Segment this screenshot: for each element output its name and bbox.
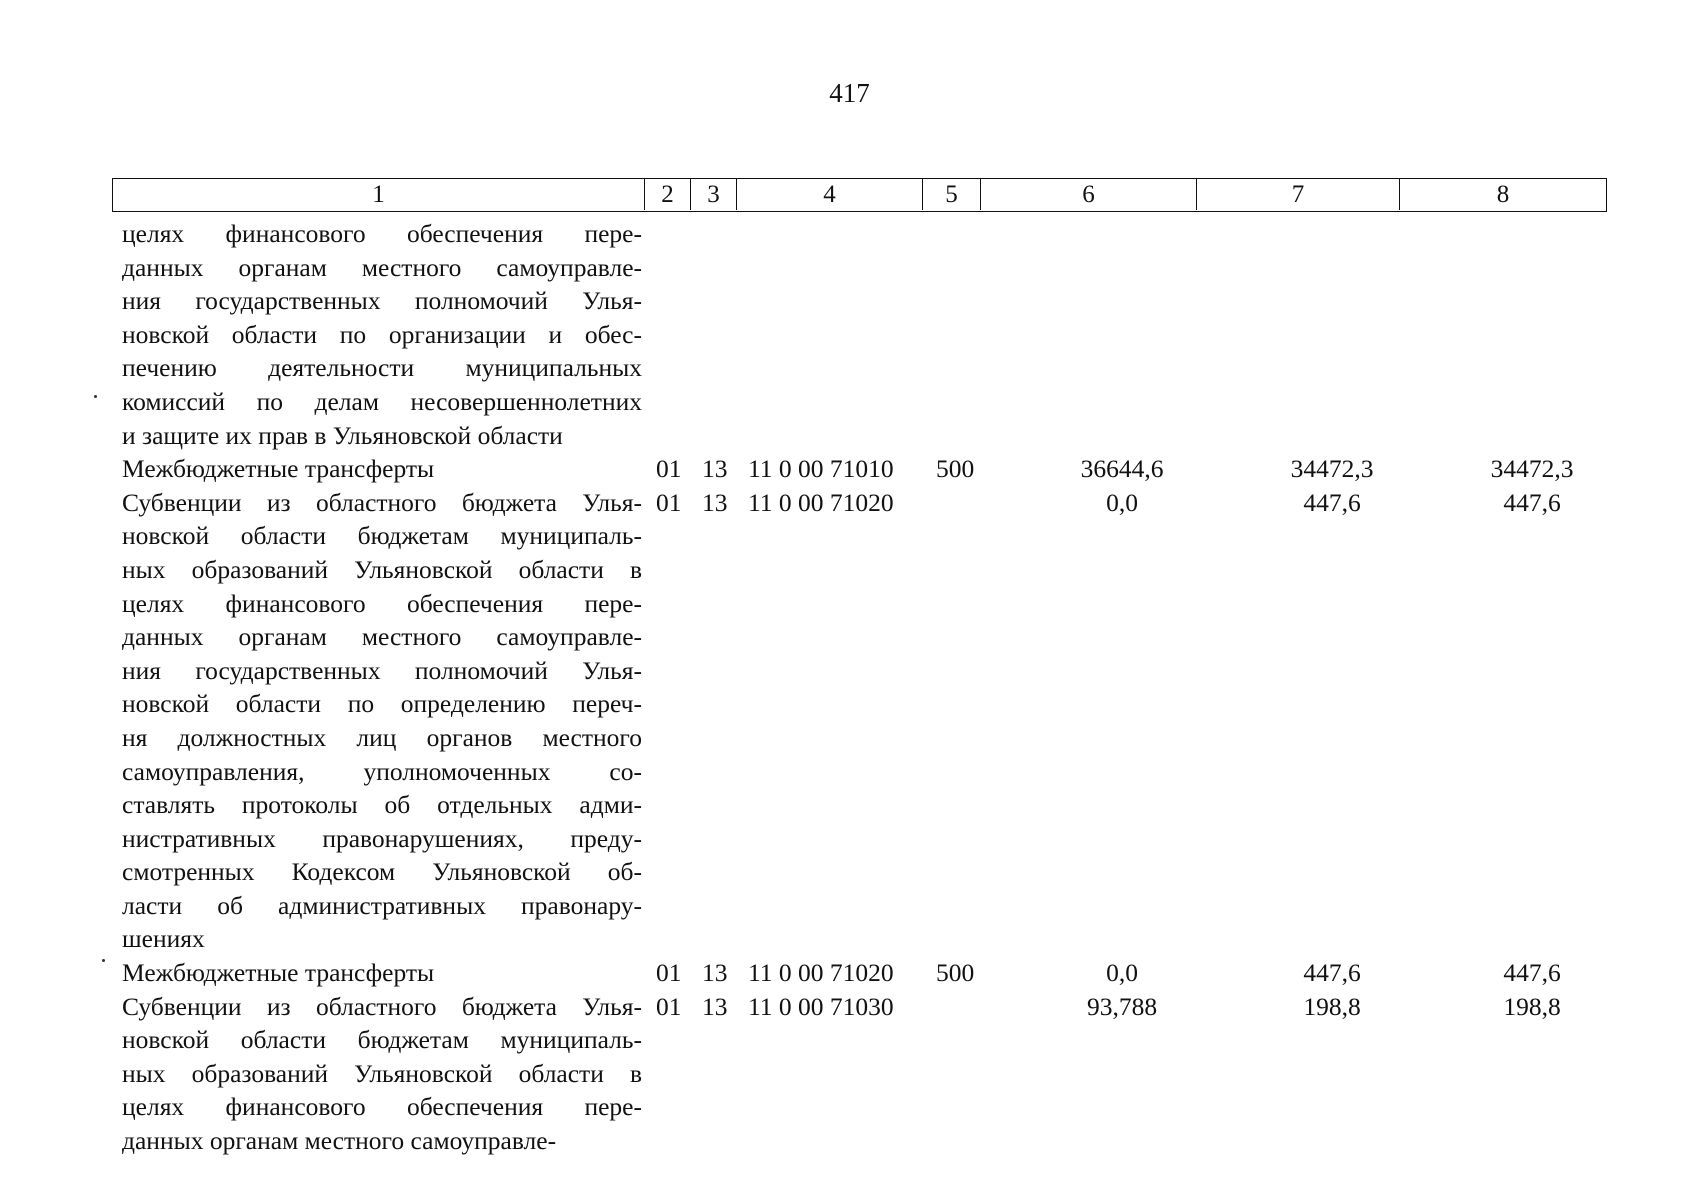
description-line: новской области по определению переч- — [122, 689, 642, 719]
table-row — [112, 990, 1612, 1158]
cell-c6: 0,0 — [1106, 958, 1138, 988]
cell-c7: 198,8 — [1303, 991, 1361, 1021]
cell-c6: 93,788 — [1086, 991, 1158, 1021]
cell-c7: 447,6 — [1303, 958, 1361, 988]
description-line: ня должностных лиц органов местного — [122, 722, 642, 752]
row-description — [112, 990, 642, 1158]
header-col-2: 2 — [645, 179, 691, 210]
description-line: новской области по организации и обес- — [122, 319, 642, 349]
cell-c6: 36644,6 — [1080, 454, 1164, 484]
cell-c8: 198,8 — [1503, 991, 1561, 1021]
row-description — [112, 217, 642, 452]
scan-speck — [102, 959, 105, 962]
description-line: нистративных правонарушениях, преду- — [122, 823, 642, 853]
description-line: целях финансового обеспечения пере- — [122, 588, 642, 618]
cell-c3: 13 — [702, 991, 728, 1021]
table-row — [112, 217, 1612, 452]
description-line: данных органам местного самоуправле- — [122, 1126, 557, 1156]
description-line: ласти об административных правонару- — [122, 890, 642, 920]
description-line: целях финансового обеспечения пере- — [122, 1092, 642, 1122]
cell-c8: 447,6 — [1503, 958, 1561, 988]
description-line: самоуправления, уполномоченных со- — [122, 756, 642, 786]
table-row — [112, 452, 1612, 486]
header-col-5: 5 — [923, 179, 981, 210]
scan-speck — [94, 395, 97, 398]
description-line: ставлять протоколы об отдельных адми- — [122, 790, 642, 820]
row-description — [112, 956, 642, 990]
row-description — [112, 452, 642, 486]
cell-c7: 34472,3 — [1290, 454, 1374, 484]
header-col-6: 6 — [981, 179, 1197, 210]
cell-c2: 01 — [656, 487, 682, 517]
table-row — [112, 486, 1612, 956]
cell-c4: 11 0 00 71030 — [748, 991, 894, 1021]
description-line: ния государственных полномочий Улья- — [122, 286, 642, 316]
cell-c5: 500 — [936, 454, 975, 484]
cell-c2: 01 — [656, 454, 682, 484]
description-line: ных образований Ульяновской области в — [122, 1058, 642, 1088]
page-number: 417 — [829, 78, 870, 108]
cell-c7: 447,6 — [1303, 487, 1361, 517]
description-line: данных органам местного самоуправле- — [122, 622, 642, 652]
description-line: печению деятельности муниципальных — [122, 353, 642, 383]
cell-c3: 13 — [702, 487, 728, 517]
description-line: новской области бюджетам муниципаль- — [122, 1025, 642, 1055]
header-col-8: 8 — [1496, 181, 1510, 208]
cell-c3: 13 — [702, 958, 728, 988]
cell-c5: 500 — [936, 958, 975, 988]
description-line: новской области бюджетам муниципаль- — [122, 521, 642, 551]
table-row — [112, 956, 1612, 990]
description-line: шениях — [122, 924, 205, 954]
cell-c4: 11 0 00 71010 — [748, 454, 894, 484]
description-line: целях финансового обеспечения пере- — [122, 219, 642, 248]
table-header — [112, 178, 1607, 212]
description-line: ния государственных полномочий Улья- — [122, 655, 642, 685]
cell-c8: 447,6 — [1503, 487, 1561, 517]
header-col-4: 4 — [737, 179, 923, 210]
description-line: Межбюджетные трансферты — [122, 958, 435, 988]
description-line: Субвенции из областного бюджета Улья- — [122, 487, 642, 517]
cell-c3: 13 — [702, 454, 728, 484]
cell-c4: 11 0 00 71020 — [748, 487, 894, 517]
cell-c2: 01 — [656, 958, 682, 988]
cell-c6: 0,0 — [1106, 487, 1138, 517]
description-line: данных органам местного самоуправле- — [122, 252, 642, 282]
cell-c2: 01 — [656, 991, 682, 1021]
description-line: смотренных Кодексом Ульяновской об- — [122, 857, 642, 887]
header-col-1: 1 — [113, 179, 645, 210]
cell-c4: 11 0 00 71020 — [748, 958, 894, 988]
description-line: Межбюджетные трансферты — [122, 454, 435, 484]
cell-c8: 34472,3 — [1490, 454, 1574, 484]
description-line: комиссий по делам несовершеннолетних — [122, 386, 642, 416]
description-line: Субвенции из областного бюджета Улья- — [122, 991, 642, 1021]
description-line: и защите их прав в Ульяновской области — [122, 420, 563, 450]
table-body — [112, 217, 1612, 1158]
description-line: ных образований Ульяновской области в — [122, 554, 642, 584]
row-description — [112, 486, 642, 956]
header-col-3: 3 — [691, 179, 737, 210]
header-col-7: 7 — [1197, 179, 1400, 210]
